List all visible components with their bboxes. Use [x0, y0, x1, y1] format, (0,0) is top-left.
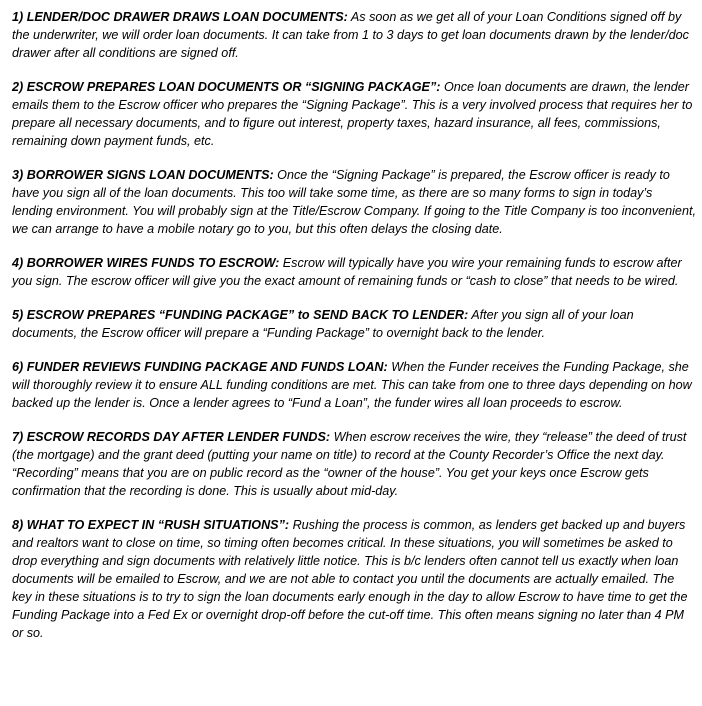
step-6-heading: 6) FUNDER REVIEWS FUNDING PACKAGE AND FUNDS LOAN:	[12, 360, 388, 374]
step-1-heading: 1) LENDER/DOC DRAWER DRAWS LOAN DOCUMENTS:	[12, 10, 348, 24]
step-1-body: As soon as we get all of your Loan Conditions signed off by the underwriter, we will order loan documents. It can take from 1 to 3 days to get loan documents drawn by the lender/doc drawer after all conditions are signed off.	[12, 10, 689, 60]
step-2-body: Once loan documents are drawn, the lender emails them to the Escrow officer who prepares the “Signing Package”. This is a very involved process that requires her to prepare all necessary documents, and to figure out interest, property taxes, hazard insurance, all fees, commissions, remaining down payment funds, etc.	[12, 80, 693, 148]
step-6-paragraph	[12, 358, 696, 412]
step-7-paragraph	[12, 428, 696, 500]
step-5-paragraph	[12, 306, 696, 342]
step-3-body: Once the “Signing Package” is prepared, the Escrow officer is ready to have you sign all of the loan documents. This too will take some time, as there are so many forms to sign in today’s lending environment. You will probably sign at the Title/Escrow Company. If going to the Title Company is too inconvenient, we can arrange to have a mobile notary go to you, but this often delays the closing date.	[12, 168, 696, 236]
step-3-heading: 3) BORROWER SIGNS LOAN DOCUMENTS:	[12, 168, 274, 182]
step-8-paragraph	[12, 516, 696, 642]
step-3-paragraph	[12, 166, 696, 238]
step-1-paragraph	[12, 8, 696, 62]
step-2-paragraph	[12, 78, 696, 150]
step-7-body: When escrow receives the wire, they “release” the deed of trust (the mortgage) and the grant deed (putting your name on title) to record at the County Recorder’s Office the next day. “Recording” means that you are on public record as the “owner of the house”. You get your keys once Escrow gets confirmation that the recording is done. This is usually about mid-day.	[12, 430, 687, 498]
step-7-heading: 7) ESCROW RECORDS DAY AFTER LENDER FUNDS:	[12, 430, 331, 444]
step-5-body: After you sign all of your loan documents, the Escrow officer will prepare a “Funding Package” to overnight back to the lender.	[12, 308, 634, 340]
step-4-body: Escrow will typically have you wire your remaining funds to escrow after you sign. The escrow officer will give you the exact amount of remaining funds or “cash to close” that needs to be wired.	[12, 256, 682, 288]
step-8-heading: 8) WHAT TO EXPECT IN “RUSH SITUATIONS”:	[12, 518, 290, 532]
step-8-body: Rushing the process is common, as lenders get backed up and buyers and realtors want to close on time, so timing often becomes critical. In these situations, you will sometimes be asked to drop everything and sign documents with relatively little notice. This is b/c lenders often cannot tell us exactly when loan documents will be emailed to Escrow, and we are not able to contact you until the documents are actually emailed. The key in these situations is to try to sign the loan documents early enough in the day to allow Escrow to have time to get the Funding Package into a Fed Ex or overnight drop-off before the cut-off time. This often means signing no later than 4 PM or so.	[12, 518, 688, 640]
loan-process-document	[12, 8, 696, 642]
step-4-heading: 4) BORROWER WIRES FUNDS TO ESCROW:	[12, 256, 280, 270]
step-2-heading: 2) ESCROW PREPARES LOAN DOCUMENTS OR “SIGNING PACKAGE”:	[12, 80, 441, 94]
step-5-heading: 5) ESCROW PREPARES “FUNDING PACKAGE” to SEND BACK TO LENDER:	[12, 308, 469, 322]
step-6-body: When the Funder receives the Funding Package, she will thoroughly review it to ensure ALL funding conditions are met. This can take from one to three days depending on how backed up the lender is. Once a lender agrees to “Fund a Loan”, the funder wires all loan proceeds to escrow.	[12, 360, 692, 410]
step-4-paragraph	[12, 254, 696, 290]
